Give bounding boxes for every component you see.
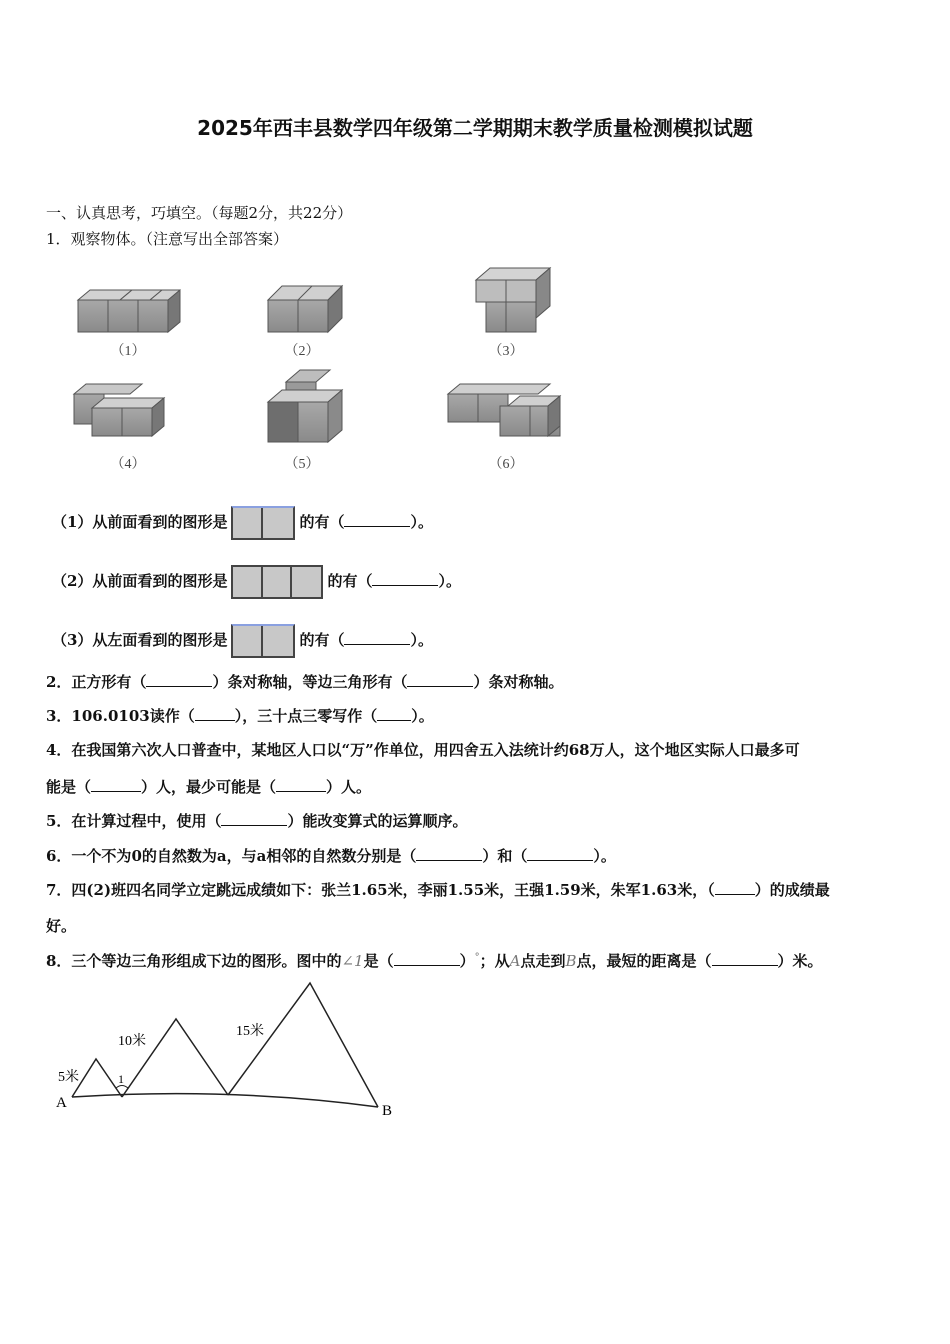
question-2: 2．正方形有（ ）条对称轴，等边三角形有（ ）条对称轴。 [46,673,564,691]
label-15m: 15米 [236,1024,264,1039]
solid-figure-4 [74,384,164,436]
label-angle-1: 1 [118,1072,124,1086]
answer-blank[interactable] [394,951,460,966]
question-7-line-2: 好。 [46,917,77,935]
triangles-figure [50,975,410,1125]
answer-blank[interactable] [344,512,410,527]
curved-path [72,1094,378,1107]
question-4-line-2: 能是（ ）人，最少可能是（ ）人。 [46,778,372,796]
question-1-sub-2: （2）从前面看到的图形是 的有（ ）。 [52,565,461,599]
large-triangle [228,983,378,1107]
answer-blank[interactable] [146,672,212,687]
figure-caption-6: （6） [488,457,524,472]
answer-blank[interactable] [276,777,326,792]
answer-blank[interactable] [344,630,410,645]
figure-caption-4: （4） [110,457,146,472]
solid-figure-1 [78,290,180,332]
question-3: 3．106.0103读作（ ），三十点三零写作（ ）。 [46,707,434,725]
view-shape-three-squares [231,565,323,599]
small-triangle [72,1059,122,1097]
figure-caption-5: （5） [284,457,320,472]
answer-blank[interactable] [195,706,235,721]
answer-blank[interactable] [221,811,287,826]
solid-figure-2 [268,286,342,332]
answer-blank[interactable] [712,951,778,966]
question-7-line-1: 7．四(2)班四名同学立定跳远成绩如下：张兰1.65米，李丽1.55米，王强1.59米，朱军1.63米，（ ）的成绩最 [46,881,830,899]
view-shape-two-squares [231,506,295,540]
label-10m: 10米 [118,1034,146,1049]
question-1-sub-3: （3）从左面看到的图形是 的有（ ）。 [52,624,433,658]
answer-blank[interactable] [372,571,438,586]
view-shape-two-squares-left [231,624,295,658]
question-4-line-1: 4．在我国第六次人口普查中，某地区人口以“万”作单位，用四舍五入法统计约68万人，这个地区实际人口最多可 [46,741,800,759]
page-title: 2025年西丰县数学四年级第二学期期末教学质量检测模拟试题 [197,116,753,140]
figure-caption-1: （1） [110,344,146,359]
answer-blank[interactable] [407,672,473,687]
label-5m: 5米 [58,1070,79,1085]
solid-figure-5 [268,370,342,442]
answer-blank[interactable] [527,846,593,861]
solid-figure-3 [476,268,550,332]
label-point-b: B [382,1103,393,1119]
answer-blank[interactable] [377,706,411,721]
figure-caption-2: （2） [284,344,320,359]
question-1-stem: 1．观察物体。（注意写出全部答案） [46,230,289,248]
question-8: 8．三个等边三角形组成下边的图形。图中的∠1是（ ）°；从A点走到B点，最短的距离是（ ）米。 [46,952,823,970]
label-point-a: A [56,1095,67,1111]
answer-blank[interactable] [715,880,755,895]
figure-caption-3: （3） [488,344,524,359]
question-6: 6．一个不为0的自然数为a，与a相邻的自然数分别是（ ）和（ ）。 [46,847,616,865]
answer-blank[interactable] [91,777,141,792]
question-1-sub-1: （1）从前面看到的图形是 的有（ ）。 [52,506,433,540]
answer-blank[interactable] [416,846,482,861]
solid-figures [60,262,580,477]
medium-triangle [122,1019,228,1097]
solid-figure-6 [448,384,560,436]
question-5: 5．在计算过程中，使用（ ）能改变算式的运算顺序。 [46,812,468,830]
section-heading: 一、认真思考，巧填空。（每题2分，共22分） [46,204,353,222]
